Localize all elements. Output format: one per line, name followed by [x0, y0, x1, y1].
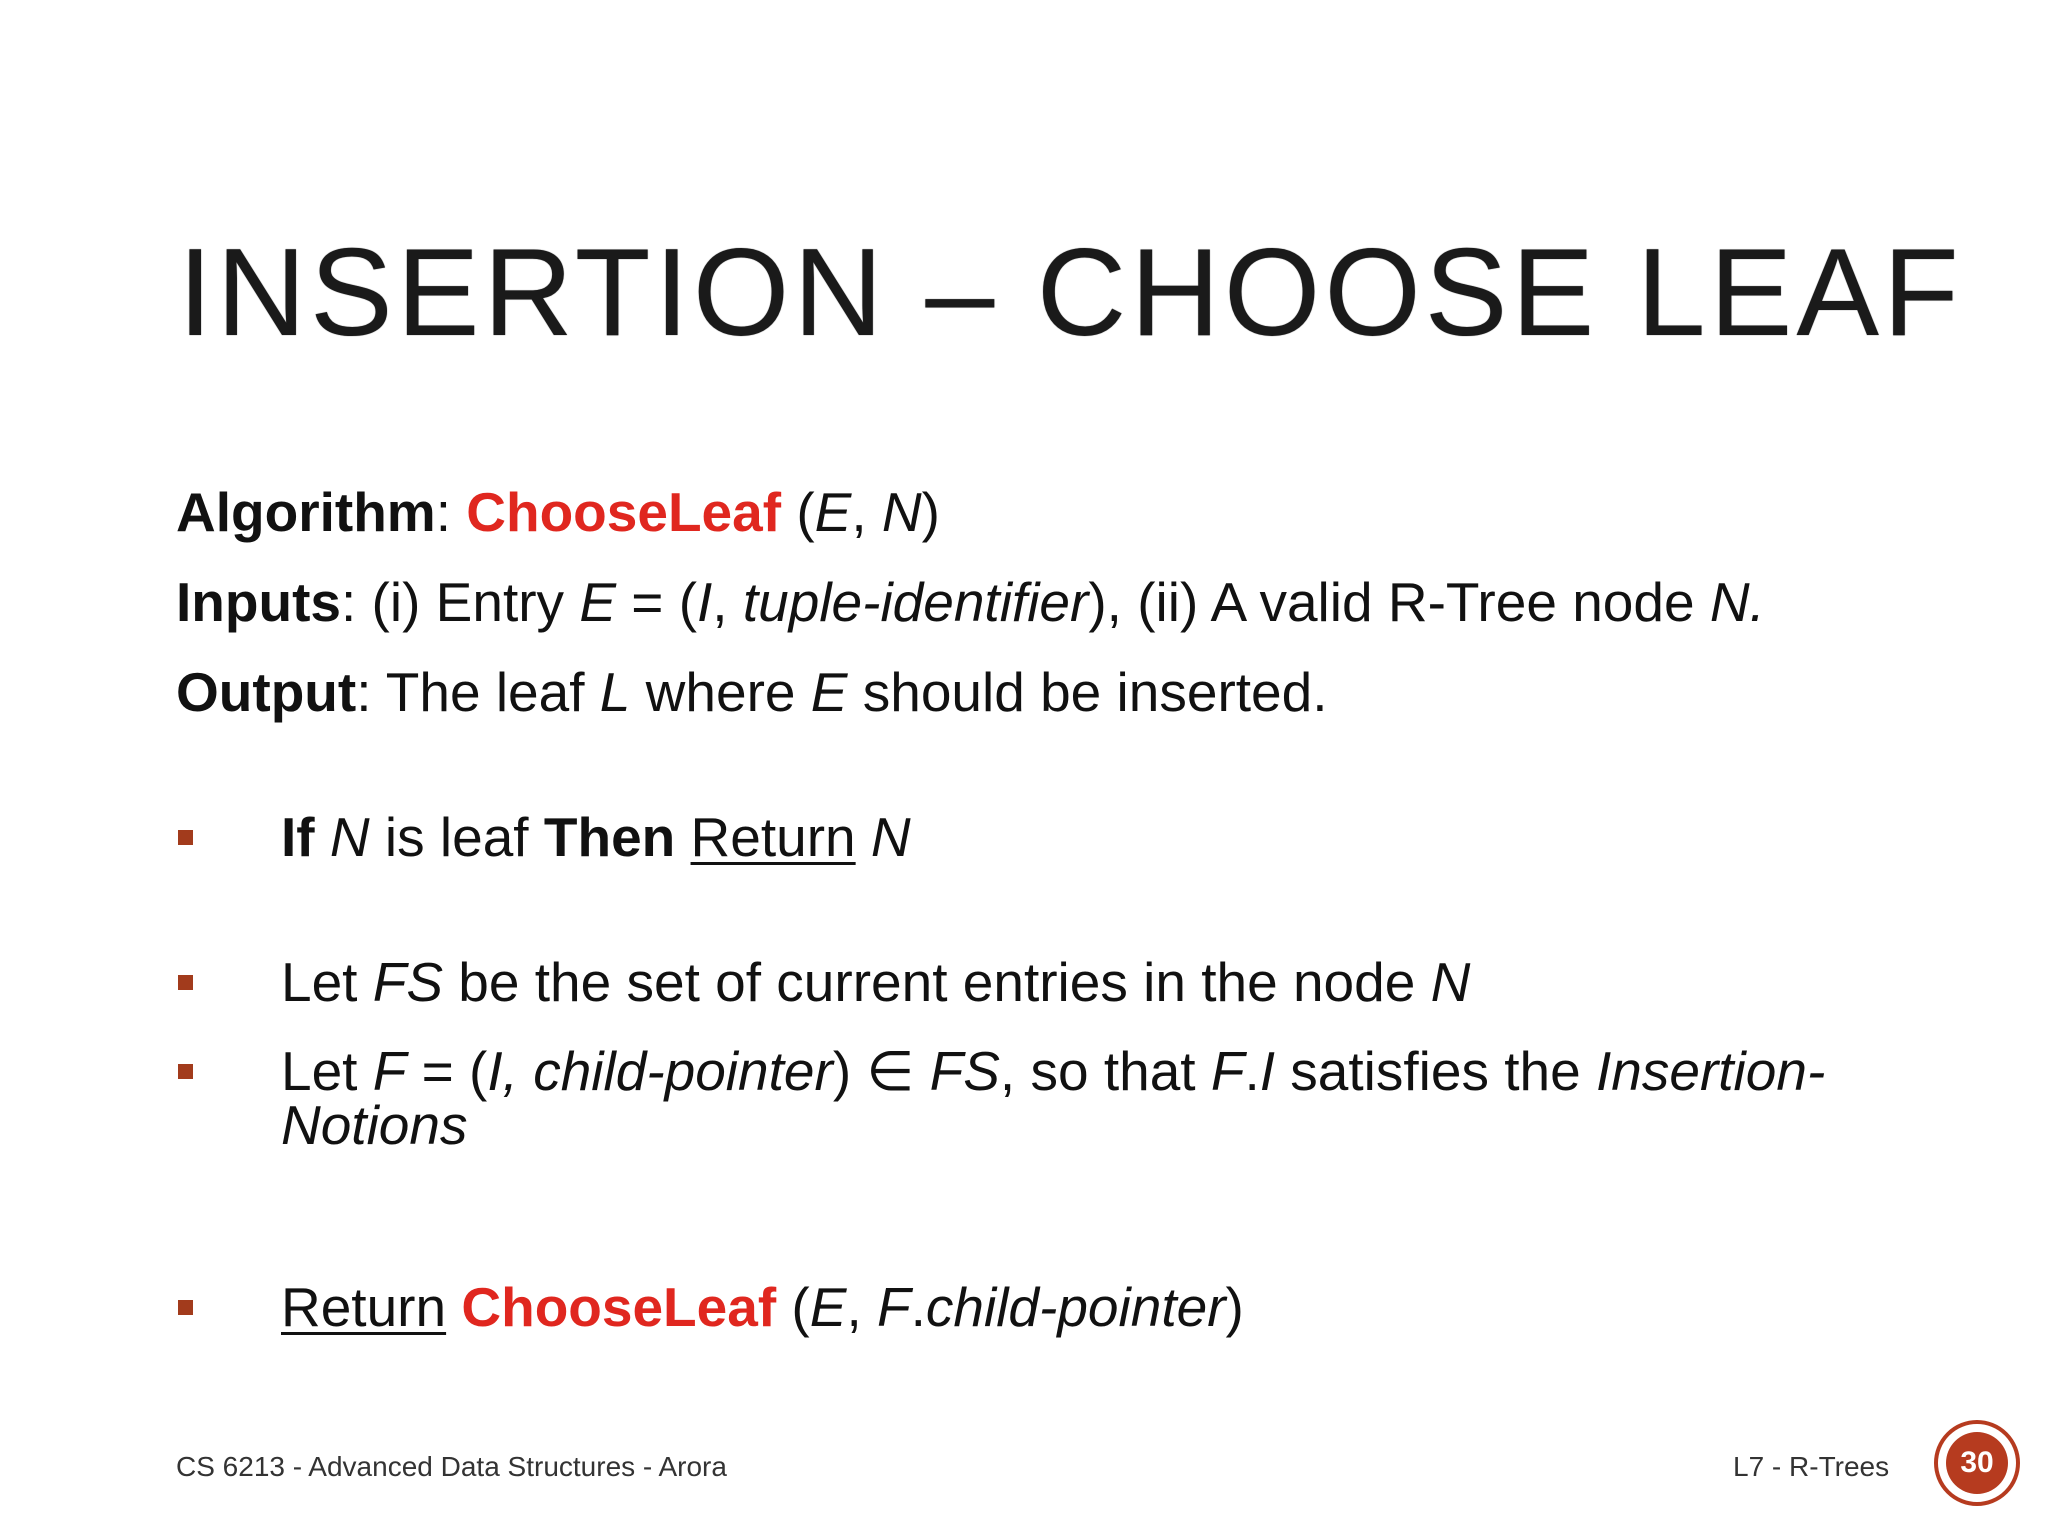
keyword-then: Then — [543, 806, 676, 868]
inputs-var-e: E — [579, 571, 617, 633]
open-paren: ( — [776, 1276, 810, 1338]
algorithm-open-paren: ( — [781, 481, 815, 543]
square-bullet-icon — [178, 1064, 193, 1079]
square-bullet-icon — [178, 1300, 193, 1315]
inputs-valid-node-text: ), (ii) A valid R-Tree node — [1088, 571, 1710, 633]
output-colon: : — [356, 661, 372, 723]
footer-lecture: L7 - R-Trees — [1733, 1451, 1890, 1482]
inputs-var-i: I — [697, 571, 713, 633]
inputs-colon: : — [340, 571, 357, 633]
comma: , — [846, 1276, 878, 1338]
dot: . — [910, 1276, 926, 1338]
var-n: N — [329, 806, 370, 868]
var-fs: FS — [372, 951, 444, 1013]
inputs-line — [176, 570, 1765, 634]
inputs-comma: , — [712, 571, 743, 633]
close-paren: ) — [1225, 1276, 1244, 1338]
text-insertion: Insertion- — [1596, 1040, 1826, 1102]
inputs-text-entry: (i) Entry — [356, 571, 580, 633]
algorithm-arg-e: E — [814, 481, 852, 543]
output-var-l: L — [599, 661, 631, 723]
text-current-entries: be the set of current entries in the node — [443, 951, 1431, 1013]
var-e: E — [809, 1276, 847, 1338]
text-let: Let — [281, 951, 373, 1013]
output-var-e: E — [810, 661, 848, 723]
var-child-pointer: child-pointer — [925, 1276, 1226, 1338]
space — [446, 1276, 461, 1338]
footer-course: CS 6213 - Advanced Data Structures - Arora — [176, 1451, 727, 1482]
text-satisfies: satisfies the — [1275, 1040, 1596, 1102]
square-bullet-icon — [178, 830, 193, 845]
output-line — [176, 660, 1328, 724]
bullet-let-f-continuation: Notions — [281, 1094, 468, 1156]
text-so-that: , so that — [999, 1040, 1211, 1102]
output-text-leaf: The leaf — [371, 661, 600, 723]
var-f: F — [1210, 1040, 1245, 1102]
algorithm-line — [176, 480, 940, 544]
var-n: N — [1430, 951, 1471, 1013]
inputs-label: Inputs — [176, 571, 341, 633]
output-text-where: where — [630, 661, 811, 723]
var-i-child-pointer: I, child-pointer — [487, 1040, 833, 1102]
slide-title: INSERTION – CHOOSE LEAF — [178, 224, 1963, 362]
square-bullet-icon — [178, 975, 193, 990]
inputs-tuple-identifier: tuple-identifier — [742, 571, 1089, 633]
text-element-of: ) ∈ — [832, 1040, 930, 1102]
bullet-if-leaf — [281, 805, 911, 869]
text-let: Let — [281, 1040, 373, 1102]
algorithm-comma: , — [851, 481, 882, 543]
space — [856, 806, 871, 868]
output-text-inserted: should be inserted. — [847, 661, 1328, 723]
var-fs: FS — [929, 1040, 1000, 1102]
var-f: F — [877, 1276, 911, 1338]
var-n-return: N — [870, 806, 911, 868]
bullet-return-chooseleaf — [281, 1275, 1244, 1339]
space — [315, 806, 330, 868]
inputs-equals: = ( — [616, 571, 698, 633]
algorithm-name: ChooseLeaf — [466, 481, 782, 543]
algorithm-colon: : — [435, 481, 451, 543]
output-label: Output — [176, 661, 357, 723]
text-equals: = ( — [406, 1040, 488, 1102]
text-is-leaf: is leaf — [369, 806, 544, 868]
function-chooseleaf: ChooseLeaf — [461, 1276, 777, 1338]
space — [675, 806, 690, 868]
page-number-badge — [1934, 1420, 2020, 1506]
bullet-let-fs — [281, 950, 1470, 1014]
algorithm-close-paren: ) — [921, 481, 940, 543]
keyword-return: Return — [281, 1276, 447, 1338]
var-f: F — [372, 1040, 407, 1102]
dot: . — [1244, 1040, 1260, 1102]
page-number: 30 — [1946, 1432, 2008, 1494]
keyword-if: If — [281, 806, 315, 868]
algorithm-arg-n: N — [881, 481, 922, 543]
keyword-return: Return — [690, 806, 856, 868]
var-i: I — [1259, 1040, 1276, 1102]
inputs-var-n: N. — [1709, 571, 1765, 633]
bullet-let-f — [281, 1039, 1825, 1103]
algorithm-label: Algorithm — [176, 481, 436, 543]
